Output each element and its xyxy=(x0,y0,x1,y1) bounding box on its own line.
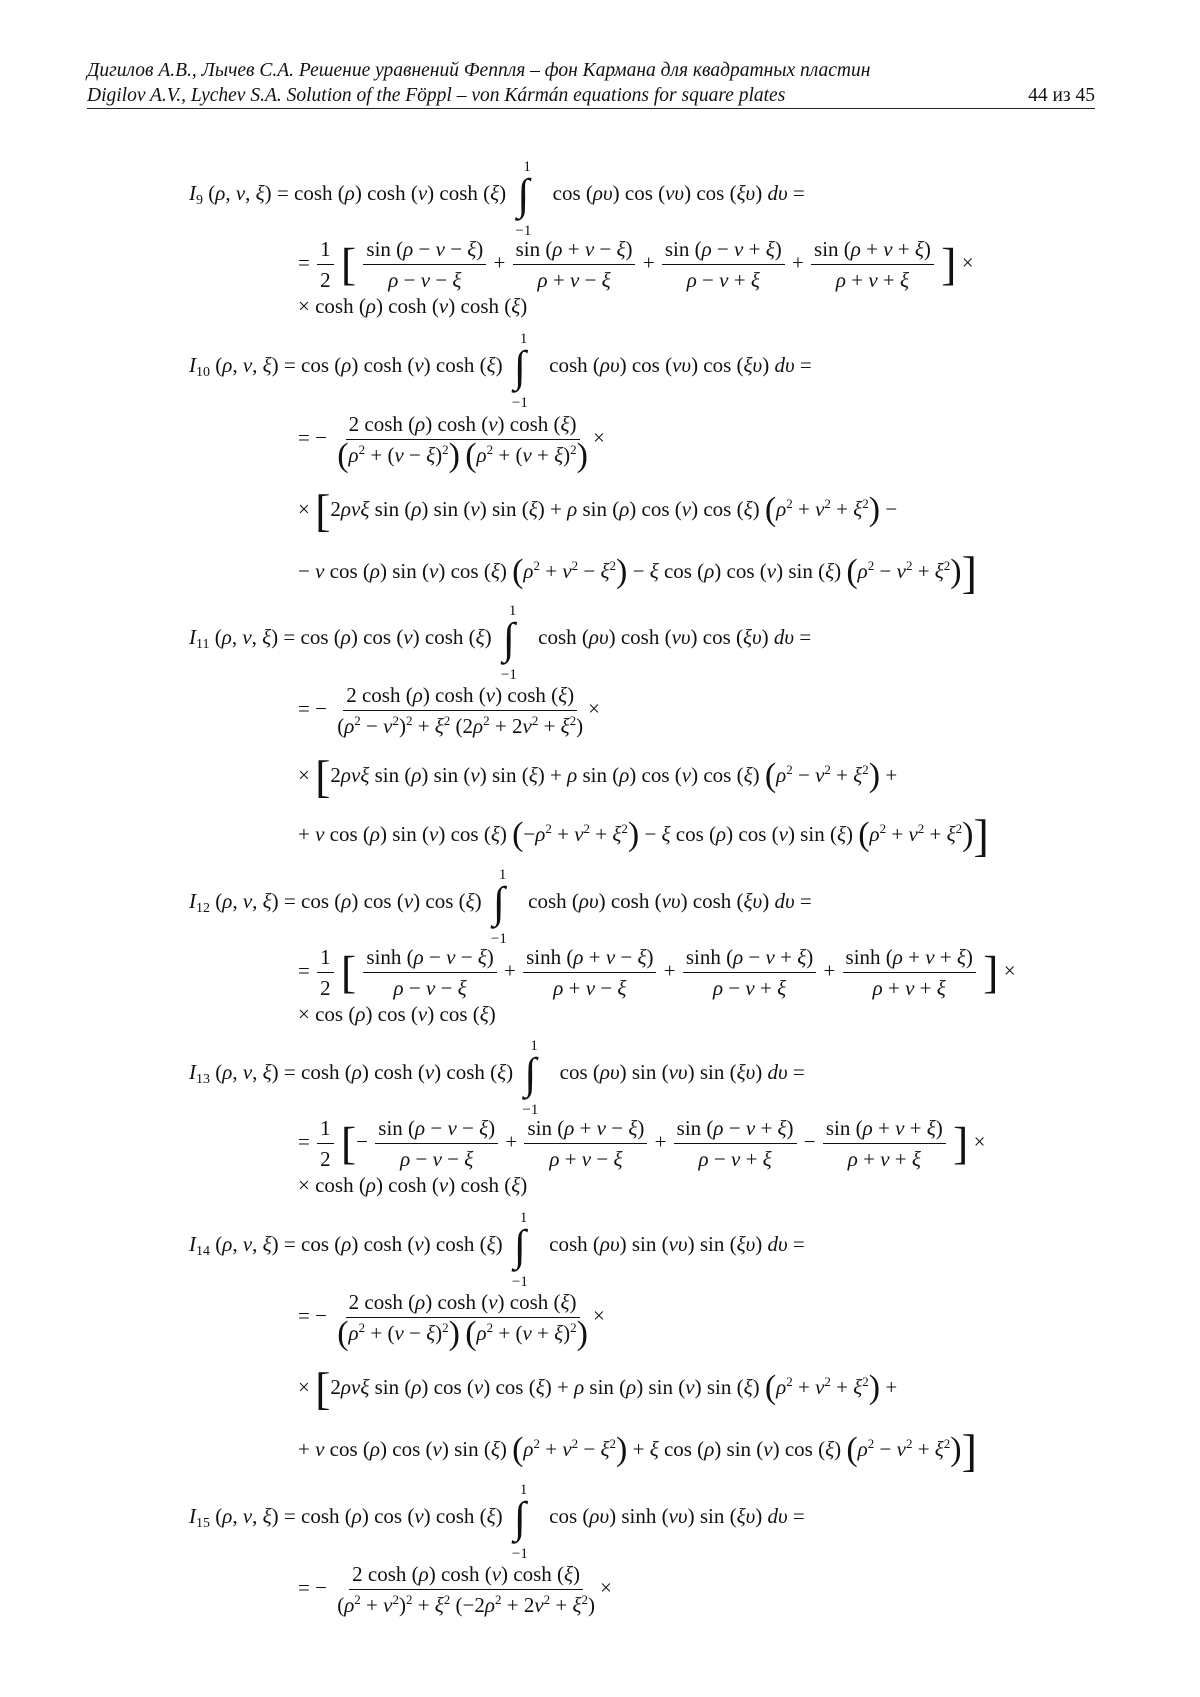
equation-i15-definition: $I_{15}$ (ρ, ν, ξ) = cosh (ρ) cos (ν) cosh (ξ) 1 ∫ −1 cos (ρυ) sinh (νυ) sin (ξυ) dυ = xyxy=(189,1482,805,1563)
equation-i11-definition: $I_{11}$ (ρ, ν, ξ) = cos (ρ) cos (ν) cosh (ξ) 1 ∫ −1 cosh (ρυ) cosh (νυ) cos (ξυ) dυ = xyxy=(189,603,812,684)
i9-args: (ρ, ν, ξ) = xyxy=(208,181,289,205)
equation-i10-bracket-line2: − ν cos (ρ) sin (ν) cos (ξ) $(\rho^2 + \nu^2 - \xi^2) - \xi$ cos (ρ) cos (ν) sin (ξ) $(\rho^2 - \nu^2 + \xi^2)$] xyxy=(298,547,977,598)
integral-sign: 1 ∫ −1 xyxy=(511,1210,528,1291)
equation-i14-bracket-line1: × [2ρνξ sin (ρ) cos (ν) cos (ξ) + ρ sin (ρ) sin (ν) sin (ξ) $(\rho^2 + \nu^2 + \xi^2)$ + xyxy=(298,1363,898,1414)
integral-sign: 1 ∫ −1 xyxy=(511,331,528,412)
equation-i9-definition: $I_9$ (ρ, ν, ξ) = cosh (ρ) cosh (ν) cosh (ξ) 1 ∫ −1 cos (ρυ) cos (νυ) cos (ξυ) dυ = xyxy=(189,159,805,240)
integral-sign: 1 ∫ −1 xyxy=(515,159,532,240)
equation-i14-definition: $I_{14}$ (ρ, ν, ξ) = cos (ρ) cosh (ν) cosh (ξ) 1 ∫ −1 cosh (ρυ) sin (νυ) sin (ξυ) dυ = xyxy=(189,1210,805,1291)
header-english-line: Digilov A.V., Lychev S.A. Solution of the Föppl – von Kármán equations for square plates xyxy=(87,85,786,106)
header-russian-line: Дигилов А.В., Лычев С.А. Решение уравнений Феппля – фон Кармана для квадратных пластин xyxy=(87,60,871,81)
equation-i14-fraction: = − $\frac{2 \cosh (\rho) \cosh (\nu) \cosh (\xi)}{(\rho^2 + (\nu - \xi)^2) (\rho^2 + (\nu + \xi)^2)}$ × xyxy=(298,1290,605,1352)
equation-i12-tail: × cos (ρ) cos (ν) cos (ξ) xyxy=(298,1002,496,1026)
equation-i9-result: = $\frac{1}{2}$ [ $\frac{\sin (\rho - \nu - \xi)}{\rho - \nu - \xi}$ + $\frac{\sin (\rho + \nu - \xi)}{\rho + \nu - \xi}$ + $\frac{\sin (\rho - \nu + \xi)}{\rho - \nu + \xi}$ + $\frac{\sin (\rho + \nu + \xi)}{\rho + \nu + \xi}$ ] × xyxy=(298,237,974,292)
equation-i12-definition: $I_{12}$ (ρ, ν, ξ) = cos (ρ) cos (ν) cos (ξ) 1 ∫ −1 cosh (ρυ) cosh (νυ) cosh (ξυ) dυ = xyxy=(189,867,812,948)
equation-i13-result: = $\frac{1}{2}$ [− $\frac{\sin (\rho - \nu - \xi)}{\rho - \nu - \xi}$ + $\frac{\sin (\rho + \nu - \xi)}{\rho + \nu - \xi}$ + $\frac{\sin (\rho - \nu + \xi)}{\rho - \nu + \xi}$ − $\frac{\sin (\rho + \nu + \xi)}{\rho + \nu + \xi}$ ] × xyxy=(298,1116,986,1171)
header-english-row xyxy=(87,83,1095,108)
running-header xyxy=(87,58,1095,108)
equation-i12-result: = $\frac{1}{2}$ [ $\frac{\sinh (\rho - \nu - \xi)}{\rho - \nu - \xi}$ + $\frac{\sinh (\rho + \nu - \xi)}{\rho + \nu - \xi}$ + $\frac{\sinh (\rho - \nu + \xi)}{\rho - \nu + \xi}$ + $\frac{\sinh (\rho + \nu + \xi)}{\rho + \nu + \xi}$ ] × xyxy=(298,945,1016,1000)
equation-i11-fraction: = − $\frac{2 \cosh (\rho) \cosh (\nu) \cosh (\xi)}{(\rho^2 - \nu^2)^2 + \xi^2 (2\rho^2 + 2\nu^2 + \xi^2)}$ × xyxy=(298,683,600,738)
page-number: 44 из 45 xyxy=(1028,85,1095,106)
integral-sign: 1 ∫ −1 xyxy=(522,1038,539,1119)
integral-sign: 1 ∫ −1 xyxy=(490,867,507,948)
half-fraction: $\frac{1}{2}$ xyxy=(317,237,334,292)
equation-i11-bracket-line2: + ν cos (ρ) sin (ν) cos (ξ) $(-\rho^2 + \nu^2 + \xi^2) - \xi$ cos (ρ) cos (ν) sin (ξ) $(\rho^2 + \nu^2 + \xi^2)$] xyxy=(298,810,989,861)
equation-i13-definition: $I_{13}$ (ρ, ν, ξ) = cosh (ρ) cosh (ν) cosh (ξ) 1 ∫ −1 cos (ρυ) sin (νυ) sin (ξυ) dυ = xyxy=(189,1038,805,1119)
equation-i15-fraction: = − $\frac{2 \cosh (\rho) \cosh (\nu) \cosh (\xi)}{(\rho^2 + \nu^2)^2 + \xi^2 (-2\rho^2 + 2\nu^2 + \xi^2)}$ × xyxy=(298,1562,612,1617)
i9-symbol: I xyxy=(189,181,196,205)
i9-subscript: 9 xyxy=(196,193,203,208)
equation-i13-tail: × cosh (ρ) cosh (ν) cosh (ξ) xyxy=(298,1173,528,1197)
equation-i10-bracket-line1: × [2ρνξ sin (ρ) sin (ν) sin (ξ) + ρ sin (ρ) cos (ν) cos (ξ) $(\rho^2 + \nu^2 + \xi^2)$ − xyxy=(298,485,898,536)
equation-i9-tail: × cosh (ρ) cosh (ν) cosh (ξ) xyxy=(298,294,528,318)
equation-i14-bracket-line2: + ν cos (ρ) cos (ν) sin (ξ) $(\rho^2 + \nu^2 - \xi^2) + \xi$ cos (ρ) sin (ν) cos (ξ) $(\rho^2 - \nu^2 + \xi^2)$] xyxy=(298,1425,977,1476)
equation-i10-definition: $I_{10}$ (ρ, ν, ξ) = cos (ρ) cosh (ν) cosh (ξ) 1 ∫ −1 cosh (ρυ) cos (νυ) cos (ξυ) dυ = xyxy=(189,331,812,412)
equation-i10-fraction: = − $\frac{2 \cosh (\rho) \cosh (\nu) \cosh (\xi)}{(\rho^2 + (\nu - \xi)^2) (\rho^2 + (\nu + \xi)^2)}$ × xyxy=(298,412,605,474)
integral-sign: 1 ∫ −1 xyxy=(511,1482,528,1563)
header-rule xyxy=(87,108,1095,109)
integral-sign: 1 ∫ −1 xyxy=(500,603,517,684)
equation-i11-bracket-line1: × [2ρνξ sin (ρ) sin (ν) sin (ξ) + ρ sin (ρ) cos (ν) cos (ξ) $(\rho^2 - \nu^2 + \xi^2)$ + xyxy=(298,751,898,802)
